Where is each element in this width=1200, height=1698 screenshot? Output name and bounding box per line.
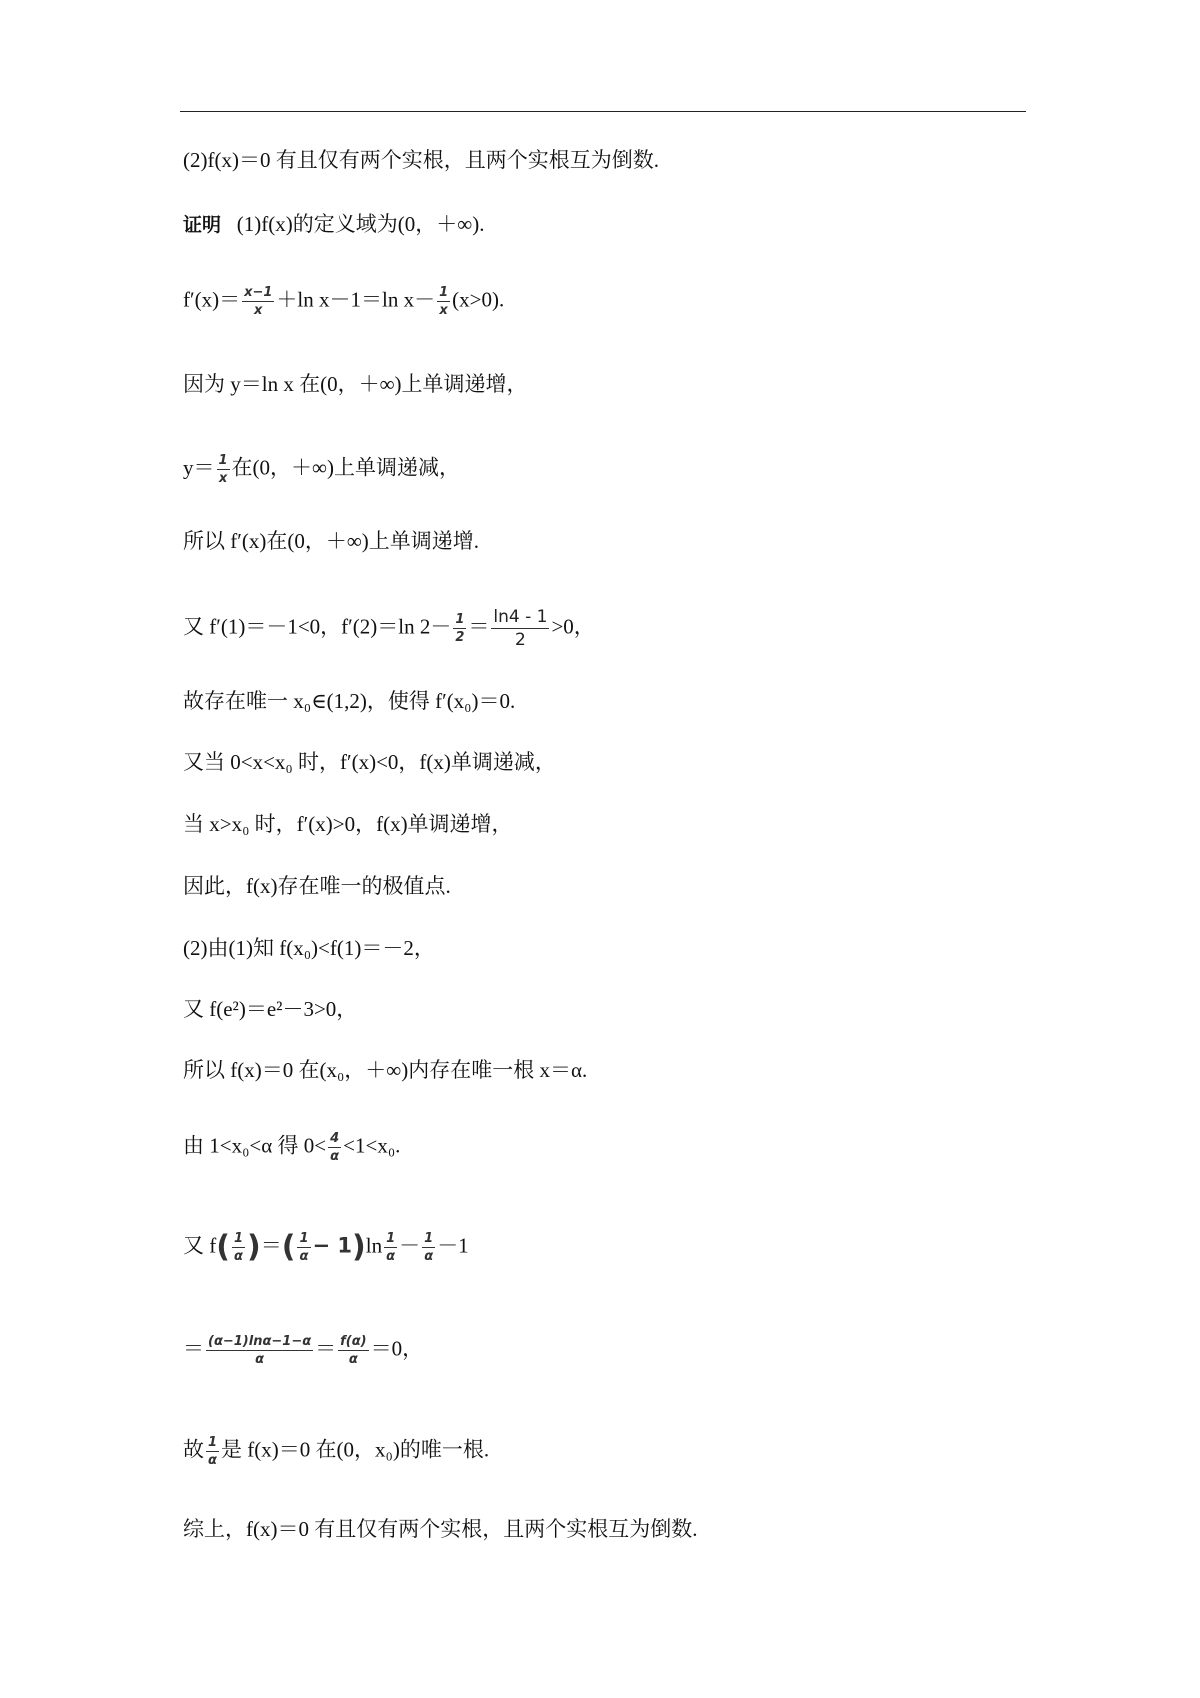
text-line: 综上，f(x)＝0 有且仅有两个实根，且两个实根互为倒数. (183, 1517, 698, 1541)
denominator: α (208, 1453, 217, 1468)
text-span: ＝ (260, 1233, 282, 1258)
numerator: 1 (218, 453, 228, 468)
fraction (217, 452, 230, 487)
fraction (242, 284, 274, 319)
text-line: 又当 0<x<x₀ 时，f′(x)<0，f(x)单调递减， (183, 750, 556, 774)
fraction (491, 606, 549, 651)
denominator: α (234, 1249, 243, 1264)
denominator: α (424, 1249, 434, 1264)
text-line: 又 f(e²)＝e²－3>0， (183, 997, 358, 1021)
text-line: 所以 f′(x)在(0，＋∞)上单调递增. (183, 529, 480, 553)
numerator: 1 (455, 612, 465, 627)
text-span: ＝0， (370, 1336, 424, 1361)
text-line: (2)由(1)知 f(x₀)<f(1)＝－2， (183, 936, 435, 960)
numerator: 1 (299, 1231, 309, 1246)
text-span: (1)f(x)的定义域为(0，＋∞). (236, 212, 485, 236)
denominator: 2 (455, 630, 465, 645)
numerator: ln4 - 1 (493, 607, 548, 627)
fraction-line (183, 1333, 423, 1368)
denominator: α (299, 1249, 309, 1264)
text-line: 所以 f(x)＝0 在(x₀，＋∞)内存在唯一根 x＝α. (183, 1058, 588, 1082)
text-span: <1<x₀. (343, 1133, 401, 1158)
text-span: 由 1<x₀<α 得 0< (183, 1133, 327, 1158)
fraction (206, 1434, 219, 1469)
numerator: 1 (424, 1231, 434, 1246)
denominator: α (330, 1149, 340, 1164)
text-span: 又 f (183, 1233, 217, 1258)
text-span: ＝ (315, 1336, 337, 1361)
text-span: ＋ln x－1＝ln x－ (276, 287, 436, 312)
denominator: x (439, 303, 448, 318)
denominator: x (254, 303, 263, 318)
text-span: 又 f′(1)＝－1<0，f′(2)＝ln 2－ (183, 614, 452, 639)
text-span: y＝ (183, 455, 215, 480)
denominator: x (218, 471, 228, 486)
denominator: α (386, 1249, 396, 1264)
text-span: f′(x)＝ (183, 287, 241, 312)
text-span: 在(0，＋∞)上单调递减， (231, 455, 461, 480)
text-span: －1 (437, 1233, 469, 1258)
text-span: (x>0). (452, 287, 505, 312)
fraction (384, 1230, 397, 1265)
text-span: 是 f(x)＝0 在(0，x₀)的唯一根. (221, 1437, 490, 1462)
proof-label: 证明 (183, 214, 222, 236)
proof-line (183, 210, 484, 239)
text-line: 因为 y＝ln x 在(0，＋∞)上单调递增， (183, 372, 528, 396)
fraction-line: 又 f( $\frac{1}{\alpha}$ )＝( $\frac{1}{\alpha}$ − 1)ln $\frac{1}{\alpha}$ － $\frac{1}{\alpha}$ －1 (183, 1229, 469, 1265)
text-line: 当 x>x₀ 时，f′(x)>0，f(x)单调递增， (183, 812, 513, 836)
numerator: (α−1)lnα−1−α (208, 1334, 312, 1349)
denominator: 2 (515, 630, 526, 650)
fraction-line (183, 1434, 489, 1469)
text-span: ＝ (468, 614, 490, 639)
denominator: α (348, 1352, 358, 1367)
text-span: ln (365, 1233, 383, 1258)
numerator: f(α) (340, 1334, 367, 1349)
fraction (297, 1230, 310, 1265)
numerator: 1 (439, 285, 449, 300)
numerator: 1 (208, 1435, 218, 1450)
numerator: x−1 (244, 285, 273, 300)
text-line: (2)f(x)＝0 有且仅有两个实根，且两个实根互为倒数. (183, 148, 659, 172)
numerator: 1 (233, 1231, 244, 1246)
numerator: 4 (330, 1131, 340, 1146)
text-span: 故 (183, 1437, 204, 1462)
numerator: 1 (386, 1231, 396, 1246)
fraction-line (183, 606, 595, 651)
fraction (437, 284, 450, 319)
text-span: >0， (551, 614, 595, 639)
fraction (232, 1230, 245, 1265)
text-span: ＝ (183, 1336, 204, 1361)
fraction (328, 1130, 341, 1165)
fraction-line (183, 452, 460, 487)
header-rule (180, 111, 1026, 112)
fraction (338, 1333, 368, 1368)
fraction (422, 1230, 435, 1265)
text-span: － (399, 1233, 421, 1258)
text-line: 因此，f(x)存在唯一的极值点. (183, 874, 451, 898)
text-span: − 1 (312, 1233, 353, 1258)
denominator: α (255, 1352, 265, 1367)
fraction-line (183, 1130, 400, 1165)
fraction (453, 611, 466, 646)
text-line: 故存在唯一 x₀∈(1,2)，使得 f′(x₀)＝0. (183, 689, 516, 713)
fraction (206, 1333, 313, 1368)
derivative-line (183, 284, 504, 319)
